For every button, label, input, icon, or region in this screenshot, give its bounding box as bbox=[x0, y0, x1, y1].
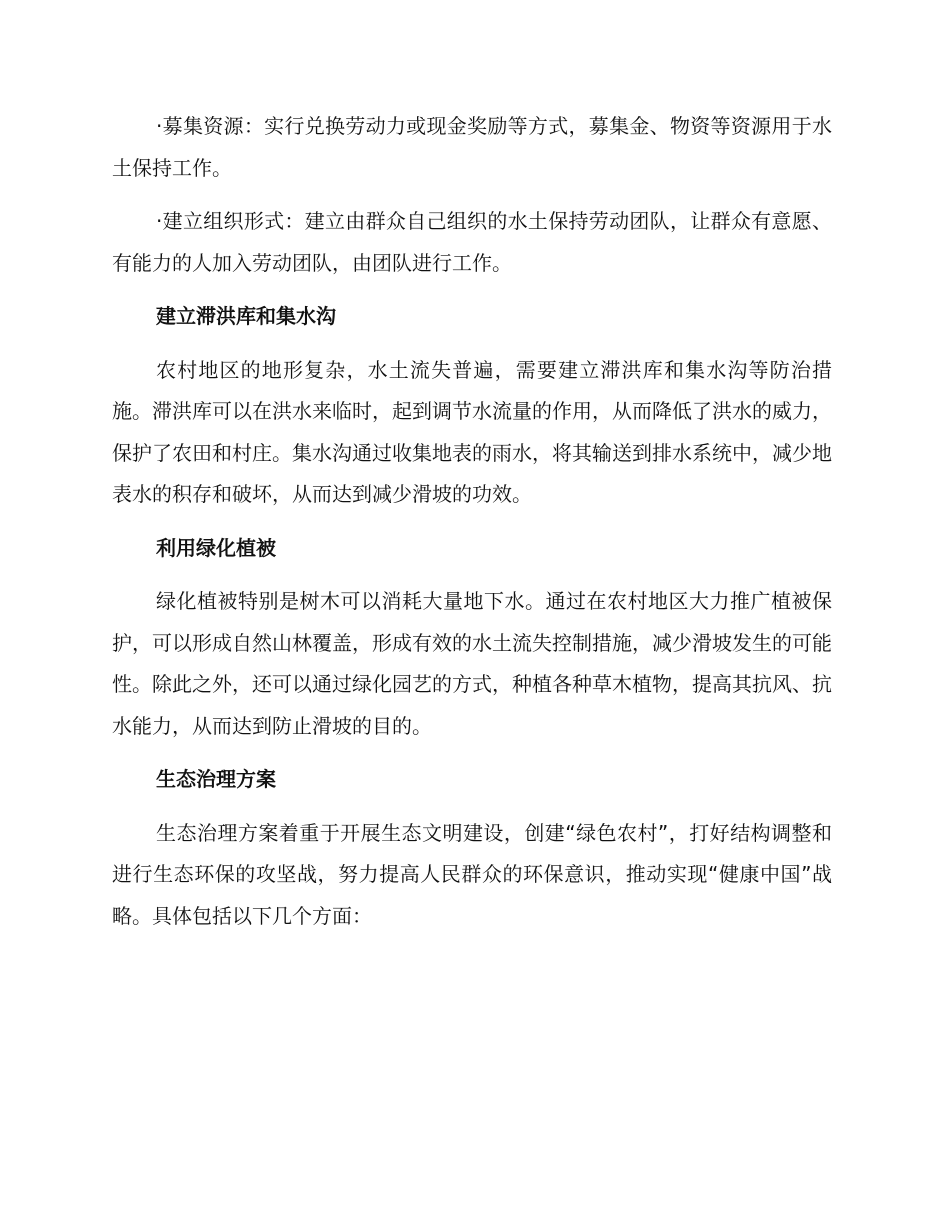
paragraph-resource-collection: ·募集资源：实行兑换劳动力或现金奖励等方式，募集金、物资等资源用于水土保持工作。 bbox=[112, 114, 832, 180]
paragraph-organization-form: ·建立组织形式：建立由群众自己组织的水土保持劳动团队，让群众有意愿、有能力的人加入劳动团队，由团队进行工作。 bbox=[112, 209, 832, 275]
document-body bbox=[112, 106, 832, 949]
section-heading-flood-reservoir: 建立滞洪库和集水沟 bbox=[156, 304, 336, 328]
section-heading-green-vegetation: 利用绿化植被 bbox=[156, 535, 276, 560]
paragraph-green-vegetation: 绿化植被特别是树木可以消耗大量地下水。通过在农村地区大力推广植被保护，可以形成自然山林覆盖，形成有效的水土流失控制措施，减少滑坡发生的可能性。除此之外，还可以通过绿化园艺的方式，种植各种草木植物，提高其抗风、抗水能力，从而达到防止滑坡的目的。 bbox=[112, 589, 832, 738]
paragraph-ecological-plan: 生态治理方案着重于开展生态文明建设，创建“绿色农村”，打好结构调整和进行生态环保的攻坚战，努力提高人民群众的环保意识，推动实现“健康中国”战略。具体包括以下几个方面： bbox=[112, 820, 832, 928]
paragraph-flood-reservoir: 农村地区的地形复杂，水土流失普遍，需要建立滞洪库和集水沟等防治措施。滞洪库可以在洪水来临时，起到调节水流量的作用，从而降低了洪水的威力，保护了农田和村庄。集水沟通过收集地表的雨水，将其输送到排水系统中，减少地表水的积存和破坏，从而达到减少滑坡的功效。 bbox=[112, 357, 832, 506]
section-heading-ecological-plan: 生态治理方案 bbox=[156, 767, 276, 791]
